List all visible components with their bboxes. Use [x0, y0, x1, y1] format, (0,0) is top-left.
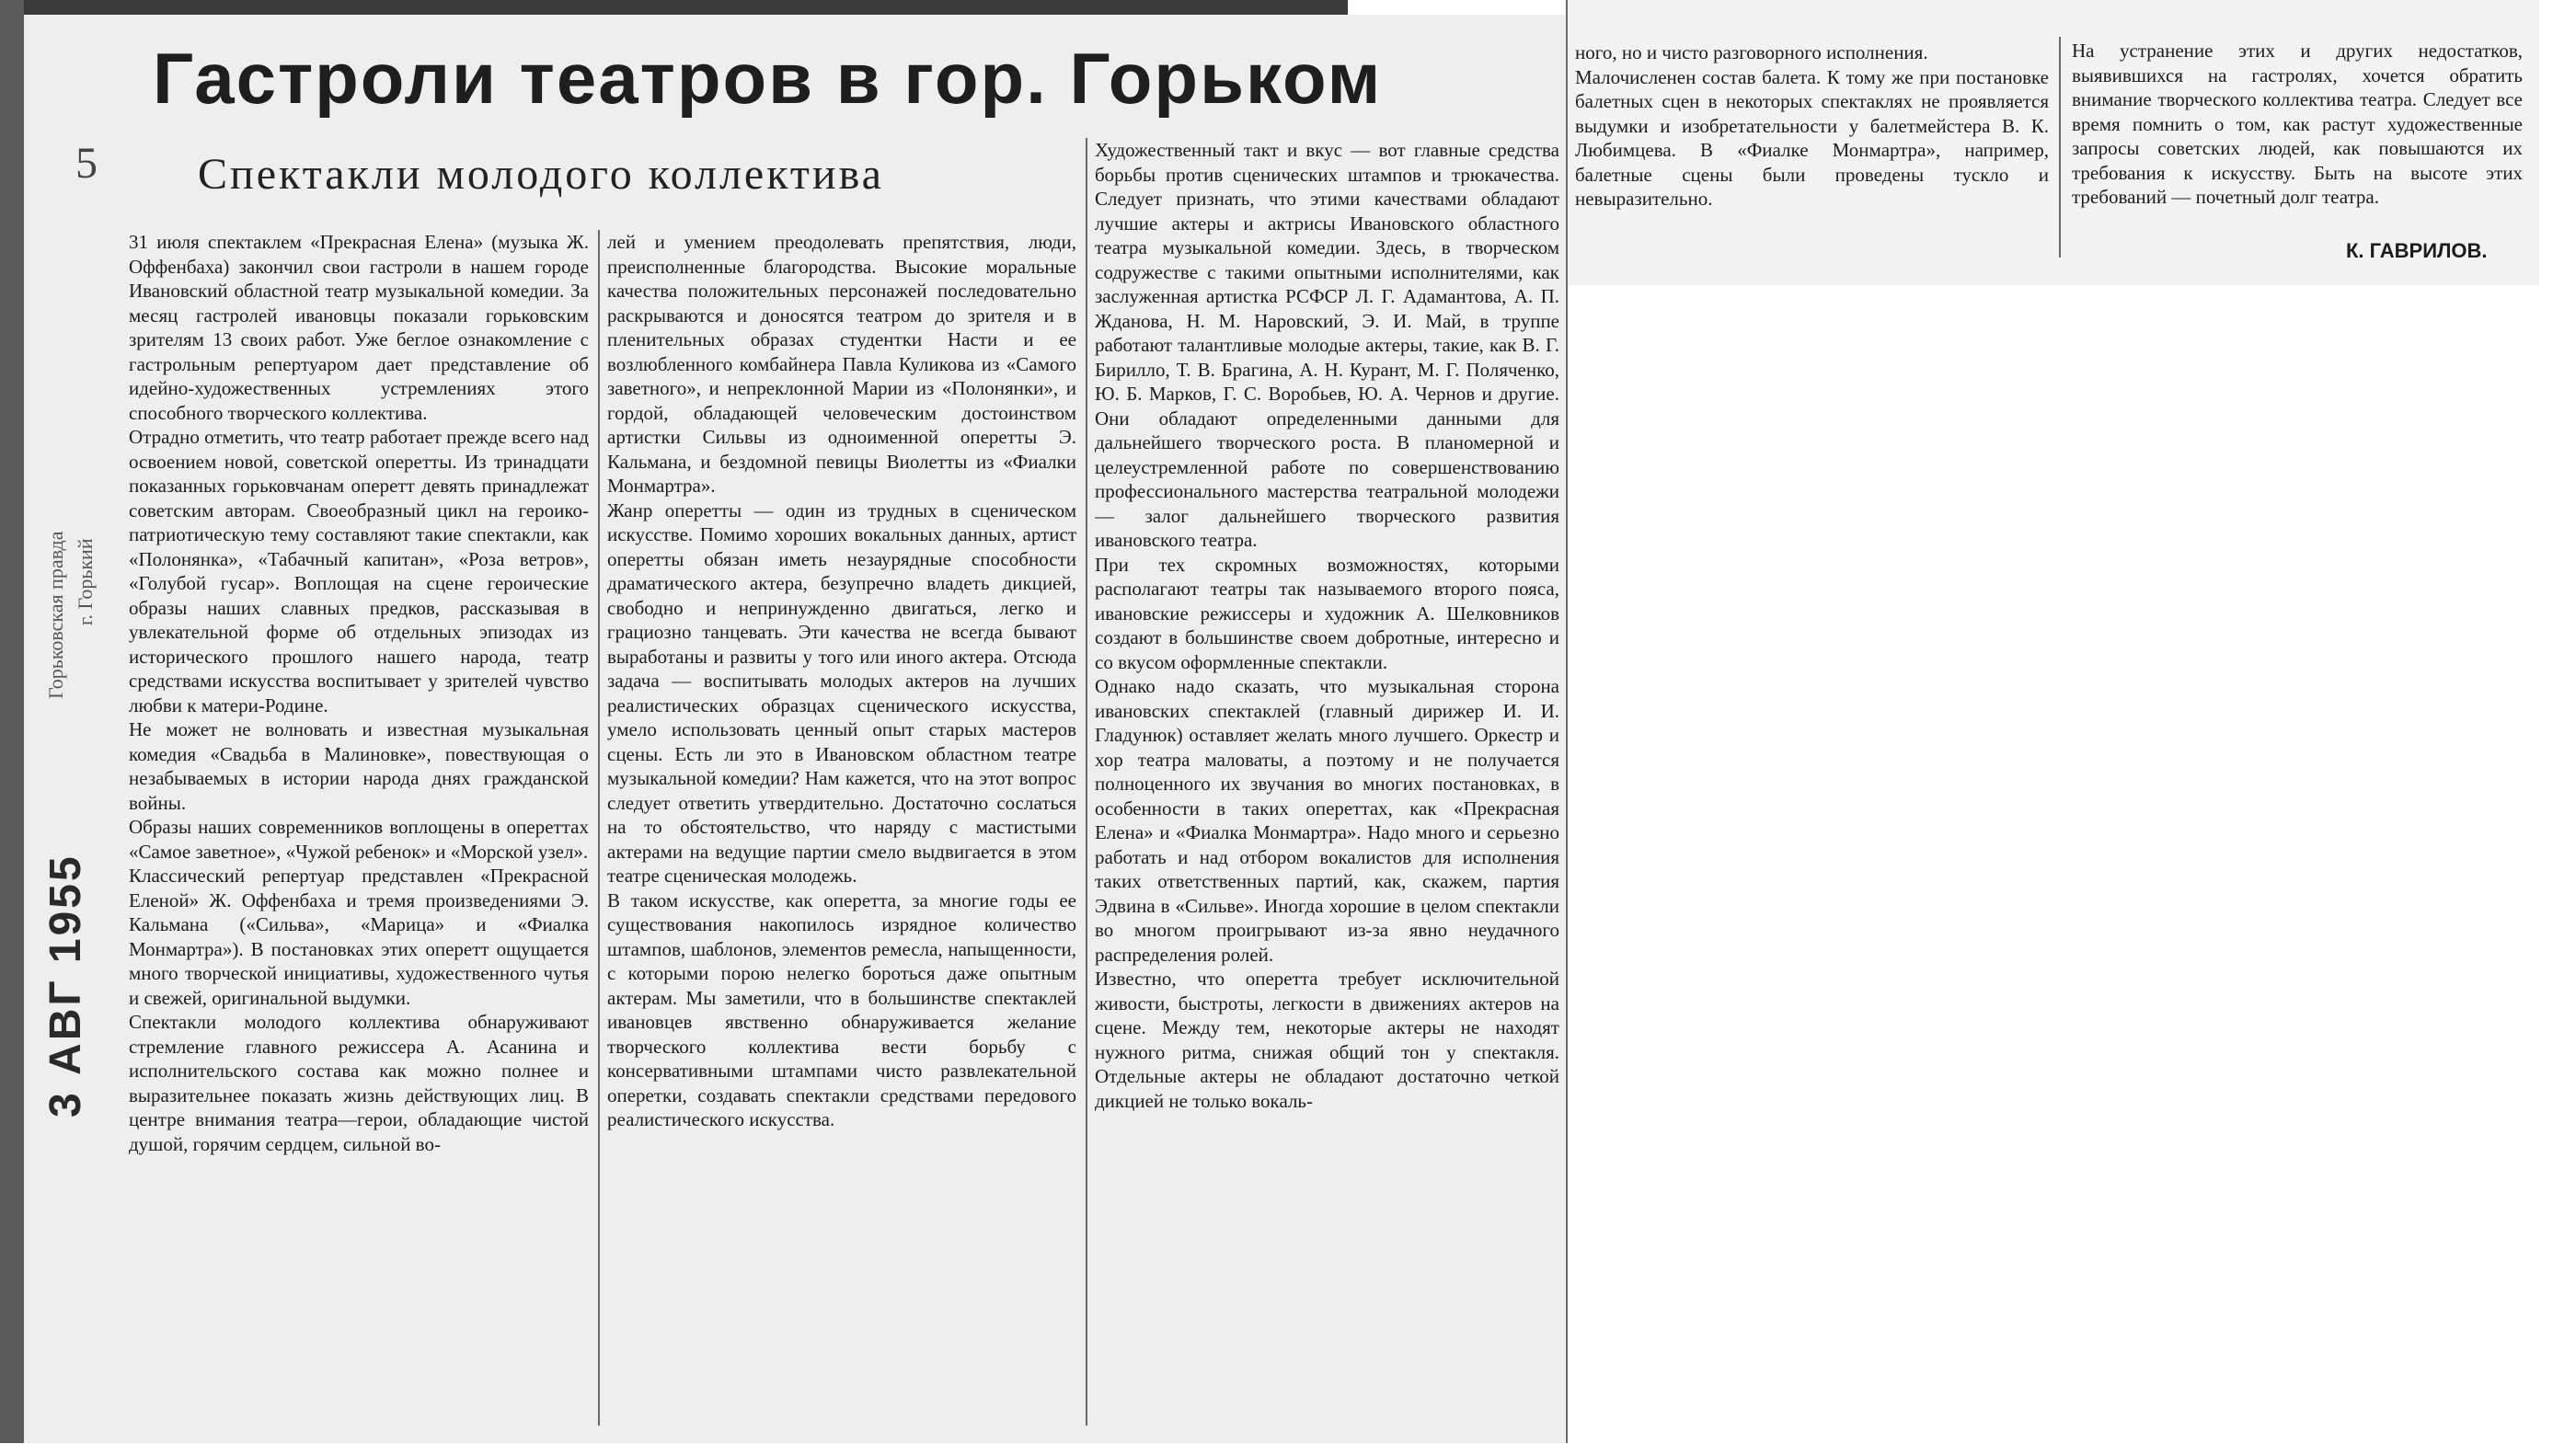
scan-left-edge: [0, 0, 24, 1443]
column-rule: [2059, 37, 2061, 258]
author-signature: К. ГАВРИЛОВ.: [2346, 239, 2488, 262]
handwritten-mark: 5: [75, 139, 98, 188]
margin-city-note: г. Горький: [74, 538, 97, 625]
scan-top-edge: [0, 0, 1348, 15]
article-column-2: лей и умением преодолевать препятствия, люди, преисполненные благородства. Высокие моральные качества положительных персонажей последовательно раскрываются и доносятся театром до зрителя и в пленительных образах студентки Насти и ее возлюбленного комбайнера Павла Куликова из «Самого заветного», и непреклонной Марии из «Полонянки», и гордой, обладающей человеческим достоинством артистки Сильвы из одноименной оперетты Э. Кальмана, и бездомной певицы Виолетты из «Фиалки Монмартра». Жанр оперетты — один из трудных в сценическом искусстве. Помимо хороших вокальных данных, артист оперетты обязан иметь незаурядные способности драматического актера, безупречно владеть дикцией, свободно и непринужденно двигаться, легко и грациозно танцевать. Эти качества не всегда бывают выработаны и развиты у того или иного актера. Отсюда задача — воспитывать молодых актеров на лучших реалистических образцах сценического искусства, умело использовать ценный опыт старых мастеров сцены. Есть ли это в Ивановском областном театре музыкальной комедии? Нам кажется, что на этот вопрос следует ответить утвердительно. Достаточно сослаться на то обстоятельство, что наряду с мастистыми актерами на ведущие партии смело выдвигается в этом театре сценическая молодежь. В таком искусстве, как оперетта, за многие годы ее существования накопилось изрядное количество штампов, шаблонов, элементов ремесла, напыщенности, с которыми порою нелегко бороться даже опытным актерам. Мы заметили, что в большинстве спектаклей ивановцев явственно обнаруживается желание творческого коллектива вести борьбу с консервативными штампами чисто развлекательной оперетки, создавать спектакли средствами передового реалистического искусства.: [607, 231, 1076, 1130]
article-column-5: На устранение этих и других недостатков, выявившихся на гастролях, хочется обратить внимание творческого коллектива театра. Следует все время помнить о том, как растут художественные запросы советских людей, как повышаются их требования к искусству. Быть на высоте этих требований — почетный долг театра.: [2072, 40, 2523, 208]
margin-source-note: Горьковская правда: [44, 531, 67, 699]
article-column-1: 31 июля спектаклем «Прекрасная Елена» (музыка Ж. Оффенбаха) закончил свои гастроли в нашем городе Ивановский областной театр музыкальной комедии. За месяц гастролей ивановцы показали горьковским зрителям 13 своих работ. Уже беглое ознакомление с гастрольным репертуаром дает представление об идейно-художественных устремлениях этого способного творческого коллектива. Отрадно отметить, что театр работает прежде всего над освоением новой, советской оперетты. Из тринадцати показанных горьковчанам оперетт девять принадлежат советским авторам. Своеобразный цикл на героико-патриотическую тему составляют такие спектакли, как «Полонянка», «Табачный капитан», «Роза ветров», «Голубой гусар». Воплощая на сцене героические образы наших славных предков, рассказывая в увлекательной форме об отдельных эпизодах из исторического прошлого нашего народа, театр средствами искусства воспитывает у зрителей чувство любви к матери-Родине. Не может не волновать и известная музыкальная комедия «Свадьба в Малиновке», повествующая о незабываемых в истории народа днях гражданской войны. Образы наших современников воплощены в опереттах «Самое заветное», «Чужой ребенок» и «Морской узел». Классический репертуар представлен «Прекрасной Еленой» Ж. Оффенбаха и тремя произведениями Э. Кальмана («Сильва», «Марица» и «Фиалка Монмартра»). В постановках этих оперетт ощущается много творческой инициативы, художественного чутья и свежей, оригинальной выдумки. Спектакли молодого коллектива обнаруживают стремление главного режиссера А. Асанина и исполнительского состава как можно полнее и выразительнее показать жизнь действующих лиц. В центре внимания театра—герои, обладающие чистой душой, горячим сердцем, сильной во-: [129, 231, 589, 1155]
date-stamp: 3 АВГ 1955: [41, 854, 90, 1117]
column-rule: [1566, 0, 1568, 1443]
article-headline: Гастроли театров в гор. Горьком: [153, 38, 1383, 119]
article-subheadline: Спектакли молодого коллектива: [198, 150, 884, 199]
column-rule: [598, 230, 600, 1426]
article-column-3: Художественный такт и вкус — вот главные средства борьбы против сценических штампов и трюкачества. Следует признать, что этими качествами обладают лучшие актеры и актрисы Ивановского областного театра музыкальной комедии. Здесь, в творческом содружестве с такими опытными исполнителями, как заслуженная артистка РСФСР Л. Г. Адамантова, А. П. Жданова, Н. М. Наровский, Э. И. Май, в труппе работают талантливые молодые актеры, такие, как В. Г. Бирилло, Т. В. Брагина, А. Н. Курант, М. Г. Поляченко, Ю. Б. Марков, Г. С. Воробьев, Ю. А. Чернов и другие. Они обладают определенными данными для дальнейшего творческого роста. В планомерной и целеустремленной работе по совершенствованию профессионального мастерства театральной молодежи — залог дальнейшего творческого развития ивановского театра. При тех скромных возможностях, которыми располагают театры так называемого второго пояса, ивановские режиссеры и художник А. Шелковников создают в большинстве своем добротные, интересно и со вкусом оформленные спектакли. Однако надо сказать, что музыкальная сторона ивановских спектаклей (главный дирижер И. И. Гладунюк) оставляет желать много лучшего. Оркестр и хор театра маловаты, а поэтому и не получается полноценного их звучания во многих постановках, в особенности в таких опереттах, как «Прекрасная Елена» и «Фиалка Монмартра». Надо много и серьезно работать и над отбором вокалистов для исполнения таких ответственных партий, как, скажем, партия Эдвина в «Сильве». Иногда хорошие в целом спектакли во многом проигрывают из-за явно неудачного распределения ролей. Известно, что оперетта требует исключительной живости, быстроты, легкости в движениях актеров на сцене. Между тем, некоторые актеры не находят нужного ритма, снижая общий тон у спектакля. Отдельные актеры не обладают достаточно четкой дикцией не только вокаль-: [1095, 139, 1559, 1112]
column-rule: [1086, 138, 1087, 1426]
article-column-4: ного, но и чисто разговорного исполнения. Малочисленен состав балета. К тому же при постановке балетных сцен в некоторых спектаклях не проявляется выдумки и изобретательности у балетмейстера В. К. Любимцева. В «Фиалке Монмартра», например, балетные сцены были проведены тускло и невыразительно.: [1575, 41, 2049, 210]
